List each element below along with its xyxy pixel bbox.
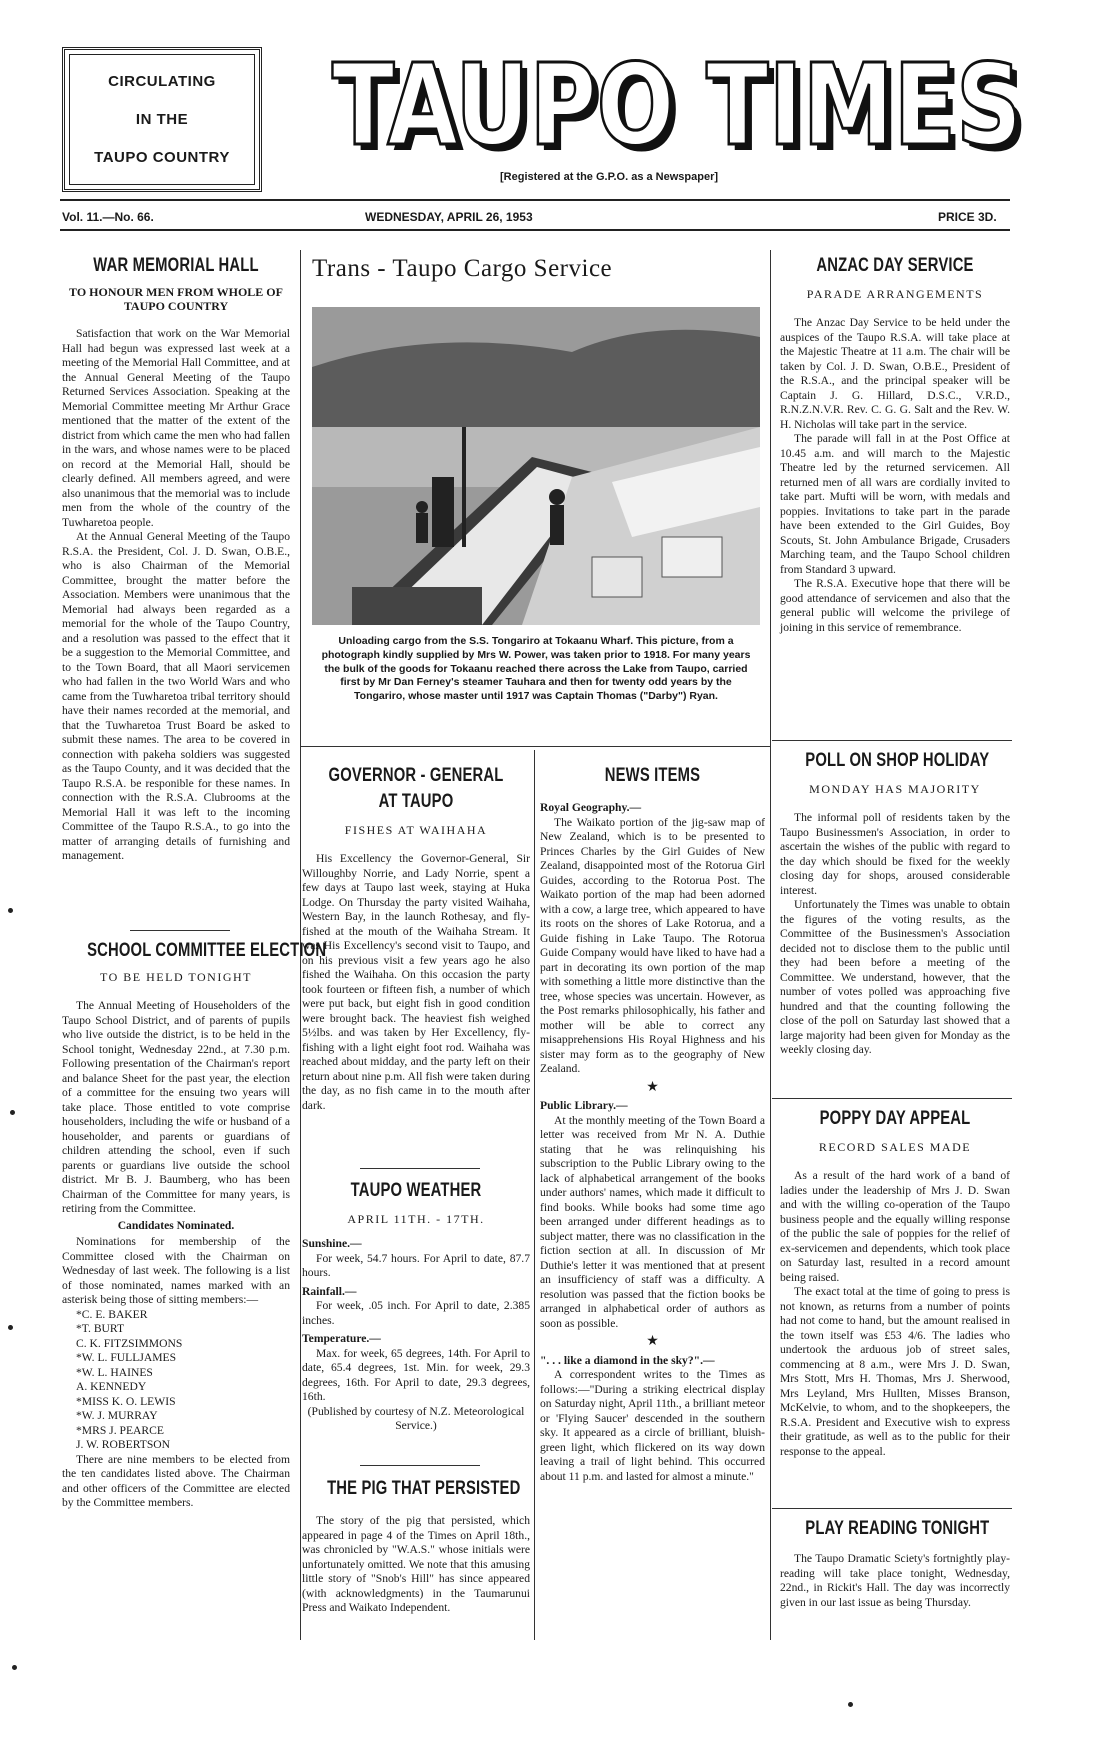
cargo-photo-image [312,307,760,625]
ink-dot [848,1702,853,1707]
governor-subhead: FISHES AT WAIHAHA [344,823,488,837]
candidate-item: *W. L. FULLJAMES [76,1351,177,1364]
separator-rule [772,1508,1012,1509]
anzac-article [780,255,1010,635]
play-headline: PLAY READING TONIGHT [805,1518,990,1539]
star-divider: ★ [646,1334,659,1349]
volume-number: Vol. 11.—No. 66. [62,210,154,224]
candidate-item: A. KENNEDY [76,1380,147,1393]
cargo-headline: Trans - Taupo Cargo Service [312,255,613,282]
temperature-text: Max. for week, 65 degrees, 14th. For April to date, 65.4 degrees, 1st. Min. for week, 29.3 degrees, 16th. For April to date, 29.3 degrees, 16th. [302,1346,530,1403]
school-subhead: TO BE HELD TONIGHT [100,970,252,984]
candidate-item: *W. J. MURRAY [76,1409,158,1422]
separator-rule [360,1168,480,1169]
dateline-rule [60,229,1010,231]
registered-notice: [Registered at the G.P.O. as a Newspaper] [500,171,719,183]
weather-body [302,1237,530,1434]
war-memorial-p1: Satisfaction that work on the War Memorial Hall had begun was expressed last week at a meeting of the Memorial Hall Committee, and at the Annual General Meeting of the Taupo Returned Services Association. Speaking at the Memorial Committee meeting Mr Arthur Grace mentioned that the matter of the extent of the district from which came the men who had fallen in the wars, and whose names were to be placed on record at the Memorial Hall, should be clearly defined. All members agreed, and were also unanimous that the memorial was to include men from the whole of the country of the Tuwharetoa people. [62,327,290,529]
issue-date: WEDNESDAY, APRIL 26, 1953 [365,210,533,224]
masthead-logo [330,40,1030,170]
diamond-text: A correspondent writes to the Times as follows:—"During a striking electrical display on Saturday night, April 11th., a brilliant meteor or 'Flying Saucer' descended in the southern sky. It appeared as a circle of brilliant, bluish-green light, which flickered on its way down leaving a trail of light behind. This occurred about 11 p.m. and lasted for almost a minute." [540,1368,765,1483]
ink-dot [12,1665,17,1670]
candidate-item: *W. L. HAINES [76,1365,153,1379]
war-memorial-article [62,255,290,864]
governor-headline-1: GOVERNOR - GENERAL [328,765,504,786]
candidate-item: *T. BURT [76,1322,125,1335]
poll-headline: POLL ON SHOP HOLIDAY [805,750,990,771]
rainfall-text: For week, .05 inch. For April to date, 2.385 inches. [302,1299,530,1327]
play-p1: The Taupo Dramatic Sciety's fortnightly play-reading will take place tonight, Wednesday, 22nd., in Rickit's Hall. The day was incorrectly given in our last issue as being Thursday. [780,1552,1010,1609]
column-rule-2 [534,750,535,1640]
poppy-article [780,1108,1010,1459]
masthead-title [330,40,1030,170]
royal-geography-heading: Royal Geography.— [540,801,642,814]
weather-subhead: APRIL 11TH. - 17TH. [347,1212,485,1226]
masthead-rule [60,199,1010,201]
weather-headline: TAUPO WEATHER [350,1180,482,1201]
candidate-item: *C. E. BAKER [76,1307,148,1321]
school-p1: The Annual Meeting of Householders of the Taupo School District, and of parents of pupils who live outside the district, is to be held in the School tonight, Wednesday 22nd., at 7.30 p.m. Following presentation of the Chairman's report and balance Sheet for the past year, the election of a committee for the ensuing two years will take place. Those entitled to vote comprise householders, including the wife or husband of a householder, and parents or guardians of children attending the school, even if such parents or guardians live outside the school district. Mr B. J. Baumberg, who has been Chairman of the Committee for many years, is retiring from the Committee. [62,999,290,1215]
school-headline: SCHOOL COMMITTEE ELECTION [87,940,327,961]
rainfall-heading: Rainfall.— [302,1284,357,1298]
circulating-line-1: CIRCULATING [108,73,216,91]
governor-p1: His Excellency the Governor-General, Sir Willoughby Norrie, and Lady Norrie, spent a few days at Taupo last week, staying at Huka Lodge. On Thursday the party visited Waihaha, Western Bay, in the launch Rothesay, and fly-fished at the mouth of the Waihaha Stream. It was His Excellency's second visit to Taupo, and on his previous visit a few years ago he also fished the Waihaha. On this occasion the party took fourteen or fifteen fish, a number of which were put back, but eight fish in good condition were brought back. The heaviest fish weighed 5½lbs. and was taken by Her Excellency, fly-fishing with a light eight foot rod. Waihaha was reached about midday, and the party left on their return about nine p.m. All fish were taken during the day, as no fish came in to the mouth after dark. [302,852,530,1112]
anzac-body [780,316,1010,635]
school-body [62,999,290,1511]
star-divider: ★ [646,1079,659,1095]
public-library-heading: Public Library.— [540,1099,628,1112]
cargo-headline-wrap [312,255,760,283]
candidates-heading: Candidates Nominated. [117,1218,235,1232]
circulating-line-3: TAUPO COUNTRY [94,148,230,166]
price: PRICE 3D. [938,210,997,224]
poll-p1: The informal poll of residents taken by the Taupo Businessmen's Association, in order to ascertain the wishes of the public with regard to the day which should be fixed for the weekly closing day for shops, aroused considerable interest. [780,811,1010,897]
column-rule-3 [770,250,771,1640]
ink-dot [10,1110,15,1115]
poll-p2: Unfortunately the Times was unable to obtain the figures of the voting results, as the Committee of the Businessmen's Association decided not to disclose them to the public until they had been before a meeting of the Committee. We understand, however, that the number of votes polled was approaching five hundred and that the counting following the close of the poll on Saturday last showed that a large majority had been given for Monday as the weekly closing day. [780,898,1010,1056]
masthead-title-text: TAUPO TIMES [332,41,1022,170]
news-items-headline: NEWS ITEMS [604,765,701,786]
school-p3: There are nine members to be elected from the ten candidates listed above. The Chairman and other officers of the Committee are elected by the Committee members. [62,1452,290,1509]
cargo-photo [312,307,760,625]
poppy-p2: The exact total at the time of going to press is not known, as returns from a number of points had not come to hand, but the amount realised in the town itself was £53 4/6. The ladies who undertook the arduous job of street sales, commencing at 8 a.m., were Mrs J. D. Swan, Mrs Stott, Mrs H. Thomas, Mrs J. Sherwood, Mrs Leyland, Mrs Hullten, Misses Branson, McKelvie, to whom, and to the shopkeepers, the R.S.A. President and Executive wish to express their gratitude, as well as to the public for their response to the appeal. [780,1285,1010,1458]
poppy-body [780,1169,1010,1459]
anzac-p3: The R.S.A. Executive hope that there will be good attendance of servicemen and also that the general public will welcome the privilege of joining in this service of remembrance. [780,577,1010,634]
ink-dot [8,1325,13,1330]
poppy-p1: As a result of the hard work of a band of ladies under the leadership of Mrs J. D. Swan and with the willing co-operation of the Taupo business people and the equally willing response of the public the sale of poppies for the relief of ex-servicemen and dependents, which took place on Saturday last, resulted in a record amount being raised. [780,1169,1010,1284]
separator-rule [772,740,1012,741]
separator-rule [130,930,230,931]
public-library-text: At the monthly meeting of the Town Board a letter was received from Mr N. A. Duthie stating that he was relinquishing his subscription to the Public Library owing to the lack of alphabetical arrangement of the books under authors' names, which made it difficult to find books. While books had some time ago been arranged under different headings as to subject matter, there was no classification in the fiction section at all. In discussion of Mr Duthie's letter it was mentioned that at present an insufficiency of staff was a difficulty. A resolution was passed that the fiction books be arranged in alphabetical order of authors as soon as possible. [540,1113,765,1330]
separator-rule [772,1098,1012,1099]
candidate-item: J. W. ROBERTSON [76,1438,171,1451]
poll-body [780,811,1010,1058]
pig-headline: THE PIG THAT PERSISTED [327,1478,521,1499]
school-p2: Nominations for membership of the Committee closed with the Chairman on Wednesday of last week. The following is a list of those nominated, names marked with an asterisk being those of sitting members:— [62,1235,290,1306]
candidate-item: *MRS J. PEARCE [76,1423,164,1437]
circulating-box [62,47,262,192]
circulating-line-2: IN THE [135,110,189,128]
poll-subhead: MONDAY HAS MAJORITY [809,782,981,796]
anzac-p1: The Anzac Day Service to be held under the auspices of the Taupo R.S.A. will take place at the Majestic Theatre at 11 a.m. The chair will be taken by Col. J. D. Swan, O.B.E., President of the R.S.A., and the principal speaker will be Captain J. G. Hillard, D.S.C., V.R.D., R.N.Z.N.V.R. Rev. C. G. G. Salt and the Rev. W. H. Nicholas will take part in the service. [780,316,1010,431]
candidate-list [62,1308,290,1453]
ink-dot [8,908,13,913]
news-items-article [540,765,765,1484]
pig-body [302,1514,530,1616]
governor-headline-2: AT TAUPO [378,791,454,812]
anzac-headline: ANZAC DAY SERVICE [816,255,974,276]
governor-body [302,852,530,1113]
sunshine-text: For week, 54.7 hours. For April to date, 87.7 hours. [302,1251,530,1279]
play-body [780,1552,1010,1610]
masthead-title-shadow: TAUPO TIMES [338,47,1028,170]
weather-article [302,1180,530,1434]
cargo-caption: Unloading cargo from the S.S. Tongariro at Tokaanu Wharf. This picture, from a photograph kindly supplied by Mrs W. Power, was taken prior to 1918. For many years the bulk of the goods for Tokaanu reached there across the Lake from Taupo, carried first by Mr Dan Ferney's steamer Tauhara and then for twenty odd years by the Tongariro, whose master until 1917 was Captain Thomas ("Darby") Ryan. [321,635,751,703]
diamond-heading: ". . . like a diamond in the sky?".— [540,1353,715,1367]
poppy-subhead: RECORD SALES MADE [818,1140,972,1154]
royal-geography-text: The Waikato portion of the jig-saw map of New Zealand, which is to be presented to Princes Charles by the Girl Guides of New Zealand, disappointed most of the Rotorua Girl Guides, according to the Rotorua Post. The Waikato portion of the map had been adorned with a cow, a large tree, which appeared to have its roots on the shores of Lake Rotorua, and a Guide fishing in Lake Taupo. The Rotorua Guide Company would have liked to have had a part in decorating its own portion of the map with something a little more distinctive than the tree, whose species was uncertain. However, as the Post remarks philosophically, his father and mother will be able to correct any misapprehensions His Royal Highness and his sister may form as to the geography of New Zealand. [540,815,765,1075]
cargo-bottom-rule [300,746,770,747]
pig-p1: The story of the pig that persisted, which appeared in page 4 of the Times on April 18th., was chronicled by "W.A.S." whose initials were unfortunately omitted. We note that this amusing little story of "Snob's Hill" has since appeared (with acknowledgments) in the Taumarunui Press and Waikato Independent. [302,1514,530,1614]
sunshine-heading: Sunshine.— [302,1237,362,1250]
war-memorial-body [62,327,290,864]
weather-credit: (Published by courtesy of N.Z. Meteorological Service.) [307,1404,525,1432]
poll-article [780,750,1010,1058]
play-article [780,1518,1010,1610]
anzac-p2: The parade will fall in at the Post Office at 10.45 a.m. and will march to the Majestic Theatre led by the returned servicemen. All returned men of all wars are cordially invited to take part. Mufti will be worn, with medals and poppies. Invitations to take part in the parade have been extended to the Girl Guides, Boy Scouts, St. John Ambulance Brigade, Crusaders Marching team, and the Taupo School children from Standard 3 upward. [780,432,1010,576]
school-article [62,940,327,1511]
pig-article [302,1478,530,1616]
war-memorial-subhead: TO HONOUR MEN FROM WHOLE OF TAUPO COUNTRY [69,285,283,313]
news-items-body [540,801,765,1484]
separator-rule [360,1465,480,1466]
poppy-headline: POPPY DAY APPEAL [819,1108,971,1129]
war-memorial-p2: At the Annual General Meeting of the Taupo R.S.A. the President, Col. J. D. Swan, O.B.E., who is also Chairman of the Memorial Committee, brought the matter before the Association. Members were unanimous that the Memorial had always been regarded as a memorial for the whole of the Taupo Country, and a resolution was passed to the effect that it be a suggestion to the Memorial Committee, and to the Town Board, that all Maori servicemen who had fallen in the two World Wars and who came from the Tuwharetoa tribal territory should have their names recorded at the memorial, and that the Tuwharetoa Trust Board be asked to submit these names. The area to be covered in connection with pakeha soldiers was suggested as the Taupo County, and it was decided that the Taupo R.S.A. be responible for these names. In connection with the R.S.A. Clubrooms at the Memorial Hall it was left to the incoming Committee of the Taupo R.S.A., to go into the matter of arranging details of furnishing and management. [62,530,290,862]
candidate-item: *MISS K. O. LEWIS [76,1394,176,1408]
war-memorial-headline: WAR MEMORIAL HALL [93,255,259,276]
temperature-heading: Temperature.— [302,1332,381,1345]
governor-article [302,765,530,1113]
candidate-item: C. K. FITZSIMMONS [76,1336,183,1350]
anzac-subhead: PARADE ARRANGEMENTS [806,287,984,301]
